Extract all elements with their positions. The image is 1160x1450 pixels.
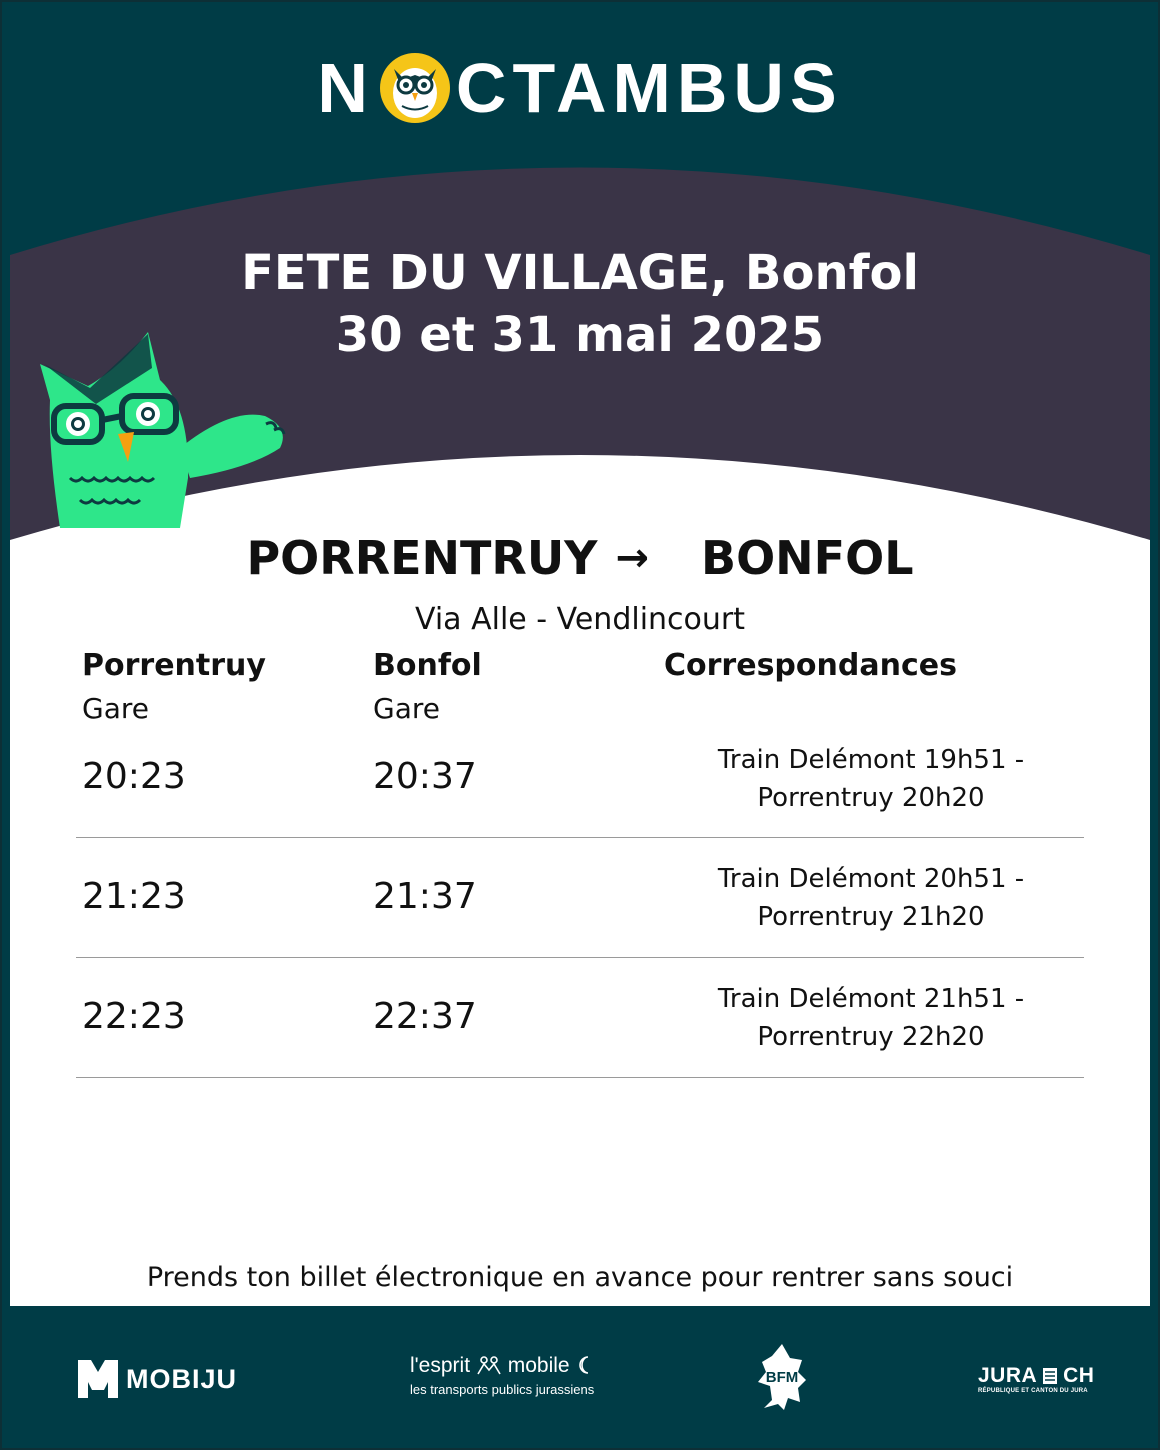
connection-line2: Porrentruy 21h20 bbox=[757, 902, 985, 932]
connection-line1: Train Delémont 19h51 - bbox=[717, 745, 1025, 775]
esprit-mobile-logo bbox=[410, 1354, 594, 1397]
jura-label: JURA bbox=[978, 1364, 1037, 1387]
column-header-departure: Porrentruy bbox=[82, 648, 266, 683]
connection-line1: Train Delémont 21h51 - bbox=[717, 984, 1025, 1014]
event-title-line1: FETE DU VILLAGE, Bonfol bbox=[241, 245, 919, 301]
column-subheader-arrival: Gare bbox=[373, 692, 440, 725]
connection-info bbox=[636, 741, 1106, 817]
connection-info bbox=[636, 860, 1106, 936]
arrival-time: 21:37 bbox=[373, 876, 477, 917]
noctambus-logo bbox=[0, 49, 1160, 127]
bfm-emblem-icon bbox=[754, 1342, 810, 1412]
arrow-right-icon: → bbox=[615, 535, 650, 581]
footer-partners bbox=[0, 1306, 1160, 1450]
esprit-subtitle: les transports publics jurassiens bbox=[410, 1382, 595, 1397]
owl-logo-icon bbox=[378, 51, 452, 125]
route-to: BONFOL bbox=[701, 531, 914, 585]
jura-subtitle: RÉPUBLIQUE ET CANTON DU JURA bbox=[978, 1388, 1088, 1394]
esprit-label: l'esprit bbox=[410, 1354, 471, 1377]
event-date: 30 et 31 mai 2025 bbox=[335, 307, 825, 363]
arrival-time: 20:37 bbox=[373, 756, 477, 797]
logo-text-right: CTAMBUS bbox=[455, 49, 843, 127]
departure-time: 20:23 bbox=[82, 756, 186, 797]
table-row bbox=[76, 838, 1084, 958]
route-from: PORRENTRUY bbox=[246, 531, 598, 585]
ch-label: CH bbox=[1063, 1364, 1095, 1387]
moon-icon bbox=[575, 1355, 593, 1375]
connection-line2: Porrentruy 22h20 bbox=[757, 1022, 985, 1052]
route-via: Via Alle - Vendlincourt bbox=[414, 602, 745, 637]
mobiju-logo bbox=[78, 1360, 237, 1398]
departure-time: 22:23 bbox=[82, 996, 186, 1037]
people-icon bbox=[476, 1355, 502, 1375]
mobiju-label: MOBIJU bbox=[126, 1363, 238, 1394]
departure-time: 21:23 bbox=[82, 876, 186, 917]
connection-line2: Porrentruy 20h20 bbox=[757, 783, 985, 813]
connection-info bbox=[636, 980, 1106, 1056]
table-row bbox=[76, 958, 1084, 1078]
jura-ch-logo bbox=[978, 1364, 1094, 1394]
row-divider bbox=[76, 1077, 1084, 1078]
column-header-connections: Correspondances bbox=[664, 648, 957, 683]
arrival-time: 22:37 bbox=[373, 996, 477, 1037]
logo-text-left: N bbox=[317, 49, 374, 127]
jura-crest-icon bbox=[1043, 1368, 1057, 1384]
column-subheader-departure: Gare bbox=[82, 692, 149, 725]
ticket-note: Prends ton billet électronique en avance pour rentrer sans souci bbox=[146, 1262, 1014, 1293]
connection-line1: Train Delémont 20h51 - bbox=[717, 864, 1025, 894]
mobile-label: mobile bbox=[507, 1354, 570, 1377]
owl-mascot-icon bbox=[30, 328, 310, 528]
route-title bbox=[0, 530, 1160, 586]
mobiju-m-icon bbox=[78, 1360, 118, 1398]
column-header-arrival: Bonfol bbox=[373, 648, 482, 683]
bfm-logo bbox=[754, 1342, 810, 1412]
table-row bbox=[76, 718, 1084, 838]
bfm-label: BFM bbox=[765, 1369, 799, 1386]
